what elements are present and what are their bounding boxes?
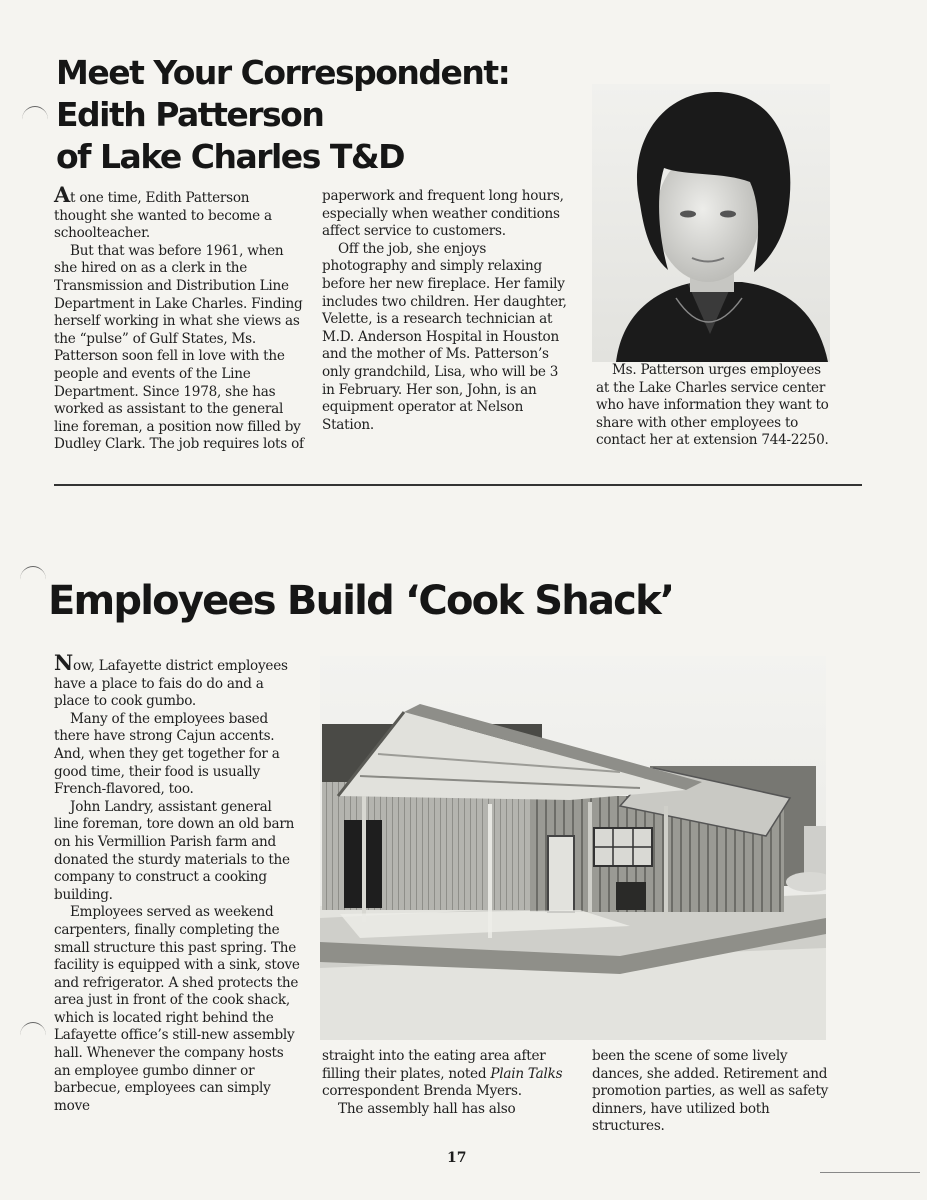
article2-paragraph-3: John Landry, assistant general line foreman, tore down an old barn on his Vermillion Parish farm and donated the sturdy materials to the company to construct a cooking building. <box>54 798 295 903</box>
caption-text: Ms. Patterson urges employees at the Lake Charles service center who have information they want to share with other employees to contact her at extension 744-2250. <box>596 362 829 449</box>
cook-shack-photo <box>320 656 826 1040</box>
article1-paragraph-1 <box>54 182 304 243</box>
paragraph-text: straight into the eating area after filling their plates, noted <box>322 1048 546 1082</box>
paragraph-text: correspondent Brenda Myers. <box>322 1083 522 1100</box>
article1-paragraph-2: But that was before 1961, when she hired on as a clerk in the Transmission and Distribution Line Department in Lake Charles. Finding herself working in what she views as the “pulse” of Gulf States, Ms. Patterson soon fell in love with the people and events of the Line Department. Since 1978, she has worked as assistant to the general line foreman, a position now filled by Dudley Clark. The job requires lots of <box>54 242 304 453</box>
footer-line <box>820 1172 920 1173</box>
binder-hole-mark <box>20 566 46 593</box>
article1-headline <box>56 52 509 178</box>
article2-paragraph-5 <box>322 1048 570 1101</box>
article2-paragraph-1 <box>54 650 300 711</box>
portrait-caption <box>596 362 836 450</box>
drop-cap: A <box>54 182 71 207</box>
section-divider <box>54 484 862 486</box>
article1-paragraph-3: paperwork and frequent long hours, especially when weather conditions affect service to customers. <box>322 188 564 240</box>
headline-line-3: of Lake Charles T&D <box>56 137 405 176</box>
paragraph-text: ow, Lafayette district employees have a place to fais do do and a place to cook gumbo. <box>54 658 288 710</box>
article2-paragraph-2: Many of the employees based there have strong Cajun accents. And, when they get together for a good time, their food is usually French-flavored, too. <box>54 710 280 798</box>
headline-line-2: Edith Patterson <box>56 95 324 134</box>
article2-paragraph-7: been the scene of some lively dances, she added. Retirement and promotion parties, as well as safety dinners, have utilized both structures. <box>592 1048 829 1135</box>
article2-column-1 <box>54 650 300 1115</box>
article1-column-2 <box>322 188 572 434</box>
article2-headline: Employees Build ‘Cook Shack’ <box>48 578 674 624</box>
article2-column-3 <box>592 1048 838 1136</box>
article1-column-1 <box>54 182 304 454</box>
drop-cap: N <box>54 650 73 675</box>
article2-paragraph-6: The assembly hall has also <box>338 1100 516 1117</box>
paragraph-text: t one time, Edith Patterson thought she wanted to become a schoolteacher. <box>54 190 272 242</box>
headline-line-1: Meet Your Correspondent: <box>56 53 510 92</box>
article1-paragraph-4: Off the job, she enjoys photography and simply relaxing before her new fireplace. Her family includes two children. Her daughter, Velette, is a research technician at M.D. Anderson Hospital in Houston and the mother of Ms. Patterson’s only grandchild, Lisa, who will be 3 in February. Her son, John, is an equipment operator at Nelson Station. <box>322 240 567 433</box>
binder-hole-mark <box>20 1022 46 1049</box>
publication-name: Plain Talks <box>490 1065 563 1082</box>
page-number: 17 <box>447 1150 467 1166</box>
portrait-photo <box>592 84 830 362</box>
article2-column-2 <box>322 1048 570 1118</box>
article2-paragraph-4: Employees served as weekend carpenters, finally completing the small structure this past spring. The facility is equipped with a sink, stove and refrigerator. A shed protects the area just in front of the cook shack, which is located right behind the Lafayette office’s still-new assembly hall. Whenever the company hosts an employee gumbo dinner or barbecue, employees can simply move <box>54 904 300 1114</box>
binder-hole-mark <box>22 106 48 133</box>
